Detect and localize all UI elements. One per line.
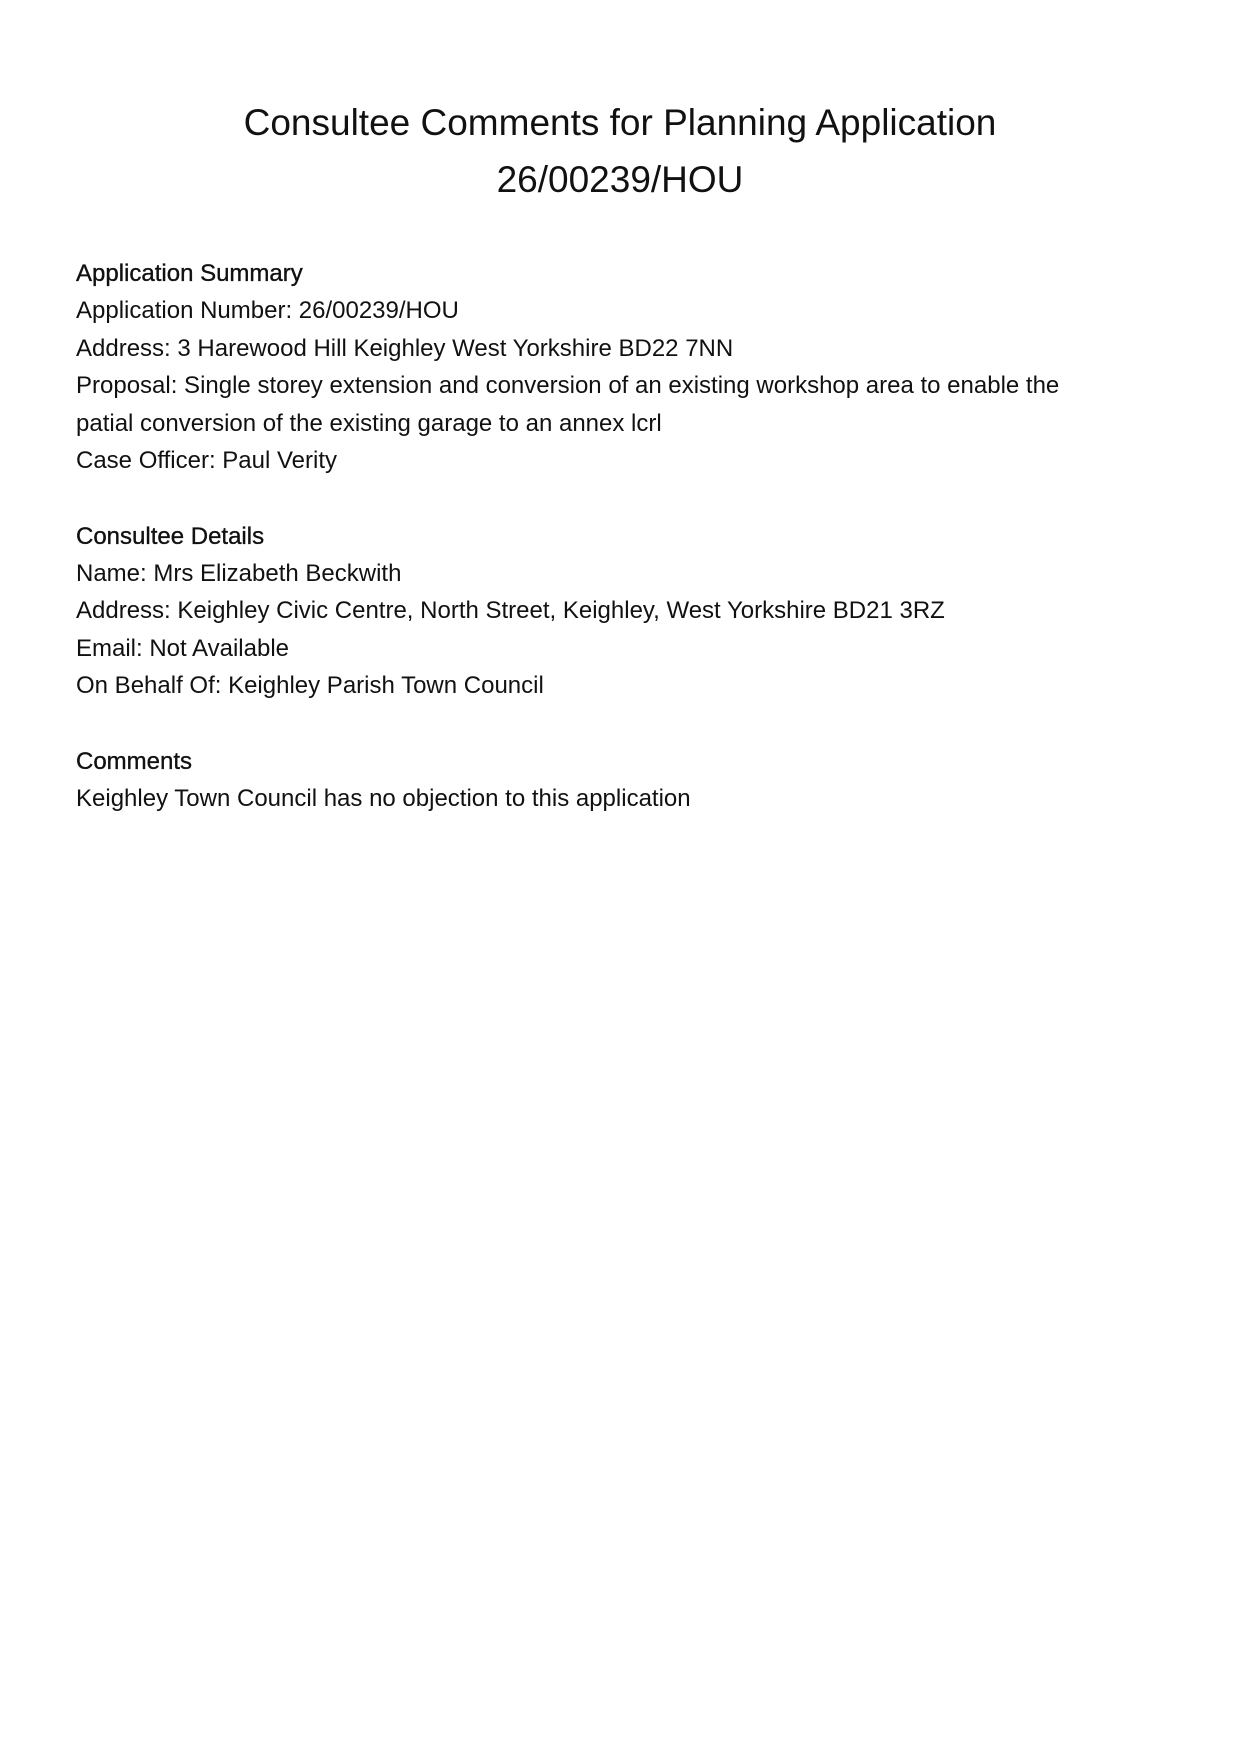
application-summary-heading: Application Summary	[76, 260, 303, 287]
application-number: Application Number: 26/00239/HOU	[76, 297, 459, 324]
consultee-on-behalf-of: On Behalf Of: Keighley Parish Town Council	[76, 672, 544, 699]
proposal-line-1: Proposal: Single storey extension and conversion of an existing workshop area to enable the	[76, 372, 1060, 399]
application-summary-section	[76, 255, 1136, 480]
comments-section	[76, 743, 1136, 818]
comments-text: Keighley Town Council has no objection to this application	[76, 784, 691, 812]
page-title-line-2: 26/00239/HOU	[496, 159, 744, 200]
consultee-email: Email: Not Available	[76, 634, 289, 662]
consultee-address: Address: Keighley Civic Centre, North Street, Keighley, West Yorkshire BD21 3RZ	[76, 597, 945, 624]
application-address: Address: 3 Harewood Hill Keighley West Yorkshire BD22 7NN	[76, 334, 734, 362]
consultee-details-section	[76, 518, 1136, 705]
document-content	[76, 255, 1136, 855]
comments-heading: Comments	[76, 747, 193, 775]
page-title-line-1: Consultee Comments for Planning Application	[243, 102, 997, 143]
consultee-name: Name: Mrs Elizabeth Beckwith	[76, 559, 402, 587]
page-title	[0, 94, 1240, 208]
consultee-details-heading: Consultee Details	[76, 522, 265, 550]
case-officer: Case Officer: Paul Verity	[76, 447, 337, 474]
proposal-line-2: patial conversion of the existing garage to an annex lcrl	[76, 409, 662, 437]
